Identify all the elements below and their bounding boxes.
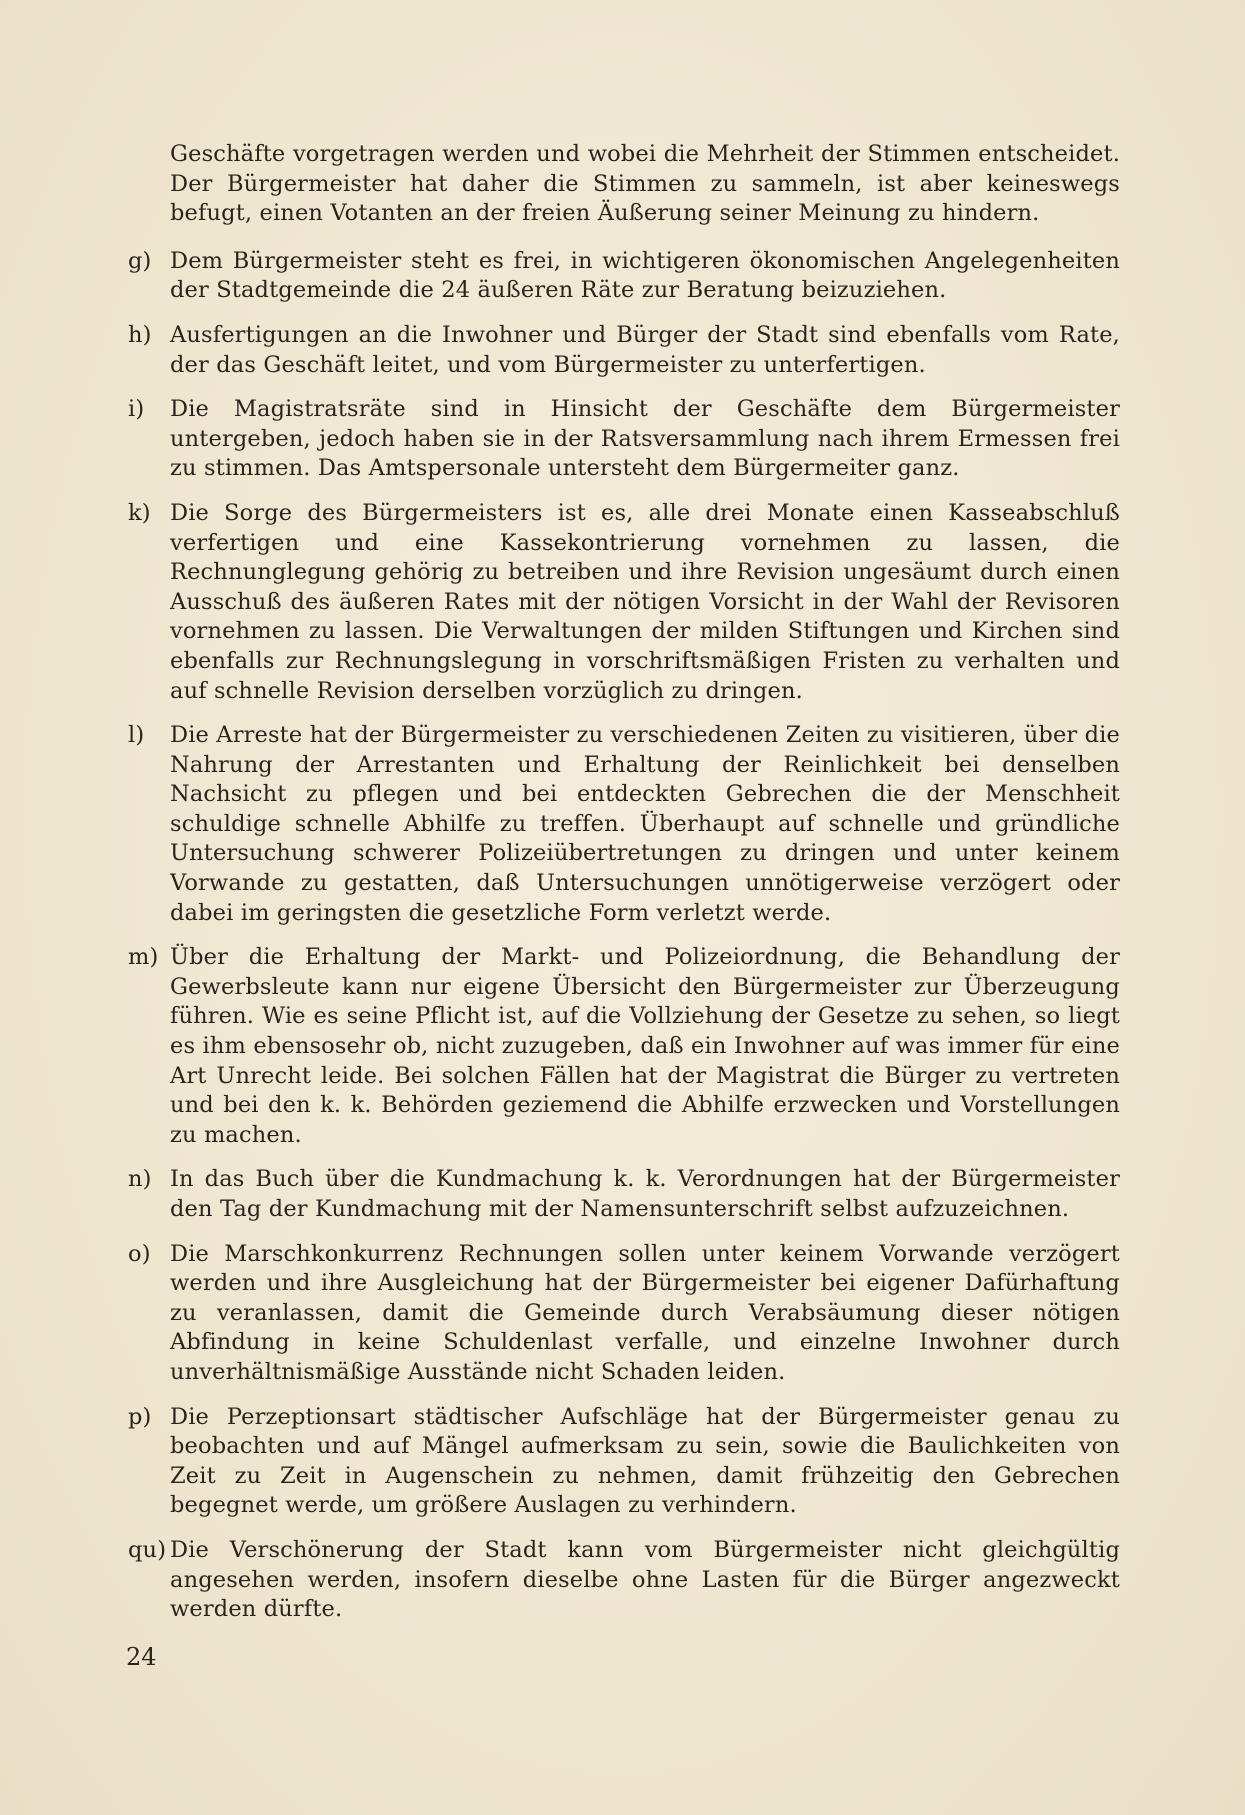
item-text: Die Arreste hat der Bürgermeister zu verschiedenen Zeiten zu visitieren, über die Nahrung der Arrestanten und Erhaltung der Reinlichkeit bei denselben Nachsicht zu pflegen und bei entdeckten Gebrechen die der Menschheit schuldige schnelle Abhilfe zu treffen. Überhaupt auf schnelle und gründliche Untersuchung schwerer Polizeiübertretungen zu dringen und unter keinem Vorwande zu gestatten, daß Untersuchungen unnötigerweise verzögert oder dabei im geringsten die gesetzliche Form verletzt werde. [170,722,1120,926]
item-marker: k) [128,499,151,526]
item-text: Über die Erhaltung der Markt- und Polizeiordnung, die Behandlung der Gewerbsleute kann nur eigene Übersicht den Bürgermeister zur Überzeugung führen. Wie es seine Pflicht ist, auf die Vollziehung der Gesetze zu sehen, so liegt es ihm ebensosehr ob, nicht zuzugeben, daß ein Inwohner auf was immer für eine Art Unrecht leide. Bei solchen Fällen hat der Magistrat die Bürger zu vertreten und bei den k. k. Behörden geziemend die Abhilfe erzwecken und Vorstellungen zu machen. [170,944,1120,1148]
continued-paragraph [128,140,1120,229]
item-text: Die Magistratsräte sind in Hinsicht der Geschäfte dem Bürgermeister untergeben, jedoch haben sie in der Ratsversammlung nach ihrem Ermessen frei zu stimmen. Das Amtspersonale untersteht dem Bürgermeiter ganz. [170,396,1120,482]
list-item-o [128,1240,1120,1388]
list-item-i [128,395,1120,484]
item-text: Ausfertigungen an die Inwohner und Bürger der Stadt sind ebenfalls vom Rate, der das Geschäft leitet, und vom Bürgermeister zu unterfertigen. [170,321,1120,378]
item-text: Die Perzeptionsart städtischer Aufschläge hat der Bürgermeister genau zu beobachten und auf Mängel aufmerksam zu sein, sowie die Baulichkeiten von Zeit zu Zeit in Augenschein zu nehmen, damit frühzeitig den Gebrechen begegnet werde, um größere Auslagen zu verhindern. [170,1403,1120,1519]
item-text: Die Sorge des Bürgermeisters ist es, alle drei Monate einen Kasseabschluß verfertigen und eine Kassekontrierung vornehmen zu lassen, die Rechnunglegung gehörig zu betreiben und ihre Revision ungesäumt durch einen Ausschuß des äußeren Rates mit der nötigen Vorsicht in der Wahl der Revisoren vornehmen zu lassen. Die Verwaltungen der milden Stiftungen und Kirchen sind ebenfalls zur Rechnungslegung in vorschriftsmäßigen Fristen zu verhalten und auf schnelle Revision derselben vorzüglich zu dringen. [170,499,1120,704]
item-marker: h) [128,321,152,348]
item-marker: n) [128,1166,152,1193]
item-marker: l) [128,722,145,749]
page-number: 24 [126,1643,157,1671]
item-marker: p) [128,1403,152,1430]
item-marker: i) [128,396,145,423]
item-marker: qu) [128,1536,167,1563]
item-marker: g) [128,247,152,274]
list-item-h [128,321,1120,380]
item-marker: o) [128,1240,151,1267]
list-item-p [128,1403,1120,1521]
list-item-m [128,943,1120,1150]
item-text: Dem Bürgermeister steht es frei, in wichtigeren ökonomischen Angelegenheiten der Stadtgemeinde die 24 äußeren Räte zur Beratung beizuziehen. [170,247,1120,304]
list-item-l [128,721,1120,928]
paragraph-text: Geschäfte vorgetragen werden und wobei die Mehrheit der Stimmen entscheidet. Der Bürgermeister hat daher die Stimmen zu sammeln, ist aber keineswegs befugt, einen Votanten an der freien Äußerung seiner Meinung zu hindern. [170,141,1120,227]
list-item-qu [128,1536,1120,1625]
list-item-n [128,1165,1120,1224]
item-text: Die Marschkonkurrenz Rechnungen sollen unter keinem Vorwande verzögert werden und ihre Ausgleichung hat der Bürgermeister bei eigener Dafürhaftung zu veranlassen, damit die Gemeinde durch Verabsäumung dieser nötigen Abfindung in keine Schuldenlast verfalle, und einzelne Inwohner durch unverhältnismäßige Ausstände nicht Schaden leiden. [170,1240,1120,1385]
list-item-g [128,247,1120,306]
item-text: In das Buch über die Kundmachung k. k. Verordnungen hat der Bürgermeister den Tag der Kundmachung mit der Namensunterschrift selbst aufzuzeichnen. [170,1166,1120,1222]
list-item-k [128,499,1120,706]
body-text [128,140,1120,1640]
item-text: Die Verschönerung der Stadt kann vom Bürgermeister nicht gleichgültig angesehen werden, insofern dieselbe ohne Lasten für die Bürger angezweckt werden dürfte. [170,1536,1120,1623]
item-marker: m) [128,944,159,971]
